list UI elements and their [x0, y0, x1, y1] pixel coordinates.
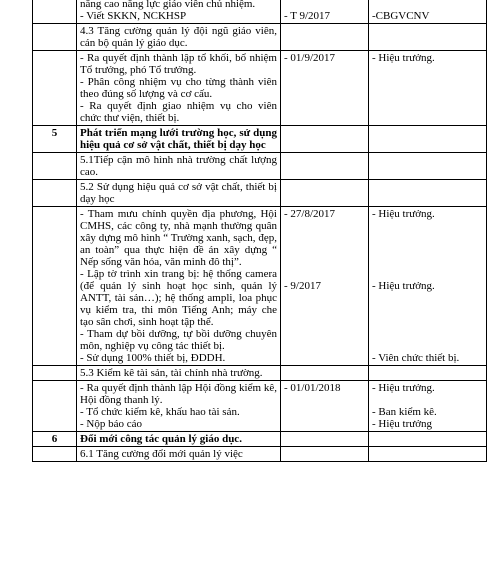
task-cell: 5.3 Kiểm kê tài sản, tài chính nhà trường. [77, 366, 281, 381]
time-cell [281, 0, 369, 24]
time-cell [281, 207, 369, 366]
time-cell [281, 153, 369, 180]
responsible-cell [369, 126, 487, 153]
task-cell: 5.2 Sử dụng hiệu quả cơ sở vật chất, thiết bị dạy học [77, 180, 281, 207]
responsible-text: - Hiệu trưởng. [372, 382, 435, 394]
responsible-text: - Ban kiểm kê. [372, 406, 437, 418]
task-cell: 4.3 Tăng cường quản lý đội ngũ giáo viên, cán bộ quản lý giáo dục. [77, 24, 281, 51]
table-row [33, 366, 487, 381]
responsible-cell [369, 180, 487, 207]
stt-cell [33, 447, 77, 462]
task-text: - Phân công nhiệm vụ cho từng thành viên theo đúng số lượng và cơ cấu. [80, 76, 277, 100]
task-cell [77, 381, 281, 432]
stt-cell [33, 51, 77, 126]
task-text: - Ra quyết định thành lập Hội đồng kiểm kê, Hội đồng thanh lý. [80, 382, 277, 406]
task-text: - Ra quyết định giao nhiệm vụ cho viên chức thư viện, thiết bị. [80, 100, 277, 124]
time-text: - T 9/2017 [284, 10, 331, 22]
responsible-cell [369, 447, 487, 462]
section-title: Phát triển mạng lưới trường học, sử dụng hiệu quả cơ sở vật chất, thiết bị dạy học [77, 126, 281, 153]
responsible-cell [369, 0, 487, 24]
table-row [33, 447, 487, 462]
task-text: - Nộp báo cáo [80, 418, 143, 430]
task-text: - Lập tờ trình xin trang bị: hệ thống camera (để quản lý sinh hoạt học sinh, quản lý ANTT, tài sản…); hệ thống ampli, loa phục vụ kiểm tra, thi môn Tiếng Anh; máy che tạo sân chơi, sinh hoạt tập thể. [80, 268, 277, 328]
time-text: - 27/8/2017 [284, 208, 336, 220]
table-row [33, 381, 487, 432]
table-row [33, 24, 487, 51]
task-cell [77, 51, 281, 126]
stt-cell [33, 366, 77, 381]
time-cell: - 01/9/2017 [281, 51, 369, 126]
table-row [33, 153, 487, 180]
task-cell: 5.1Tiếp cận mô hình nhà trường chất lượng cao. [77, 153, 281, 180]
responsible-text: - Hiệu trưởng [372, 418, 433, 430]
time-cell: - 01/01/2018 [281, 381, 369, 432]
responsible-text: - Viên chức thiết bị. [372, 352, 460, 364]
responsible-cell [369, 24, 487, 51]
section-title: Đổi mới công tác quản lý giáo dục. [77, 432, 281, 447]
time-cell [281, 432, 369, 447]
table-row [33, 180, 487, 207]
task-text: - Tham mưu chính quyền địa phương, Hội CMHS, các công ty, nhà mạnh thường quân xây dựng mô hình “ Trường xanh, sạch, đẹp, an toàn” qua thực hiện đề án xây dựng “ Nếp sống văn hóa, văn minh đô thị”. [80, 208, 277, 268]
section-row [33, 126, 487, 153]
stt-cell [33, 381, 77, 432]
table-row [33, 0, 487, 24]
stt-cell [33, 153, 77, 180]
task-text: - Sử dụng 100% thiết bị, ĐDDH. [80, 352, 226, 364]
task-cell [77, 0, 281, 24]
time-cell [281, 180, 369, 207]
responsible-text: -CBGVCNV [372, 10, 430, 22]
responsible-cell [369, 432, 487, 447]
stt-cell [33, 180, 77, 207]
task-text: năng cao năng lực giáo viên chủ nhiệm. [80, 0, 256, 10]
table-row [33, 207, 487, 366]
time-text: - 9/2017 [284, 280, 321, 292]
section-row [33, 432, 487, 447]
task-cell: 6.1 Tăng cường đổi mới quản lý việc [77, 447, 281, 462]
task-cell [77, 207, 281, 366]
responsible-cell [369, 366, 487, 381]
responsible-text: - Hiệu trưởng. [372, 280, 435, 292]
stt-cell [33, 207, 77, 366]
task-text: - Ra quyết định thành lập tổ khối, bổ nhiệm Tổ trưởng, phó Tổ trưởng. [80, 52, 277, 76]
plan-table [32, 0, 487, 462]
responsible-cell [369, 153, 487, 180]
time-cell [281, 447, 369, 462]
table-row [33, 51, 487, 126]
section-number: 5 [33, 126, 77, 153]
responsible-cell: - Hiệu trưởng. [369, 51, 487, 126]
section-number: 6 [33, 432, 77, 447]
task-text: - Tham dự bồi dưỡng, tự bồi dưỡng chuyên môn, nghiệp vụ công tác thiết bị. [80, 328, 277, 352]
responsible-cell [369, 381, 487, 432]
responsible-cell [369, 207, 487, 366]
responsible-text: - Hiệu trưởng. [372, 208, 435, 220]
time-cell [281, 24, 369, 51]
time-cell [281, 126, 369, 153]
task-text: - Tổ chức kiểm kê, khấu hao tài sản. [80, 406, 240, 418]
stt-cell [33, 0, 77, 24]
task-text: - Viết SKKN, NCKHSP [80, 10, 187, 22]
time-cell [281, 366, 369, 381]
stt-cell [33, 24, 77, 51]
